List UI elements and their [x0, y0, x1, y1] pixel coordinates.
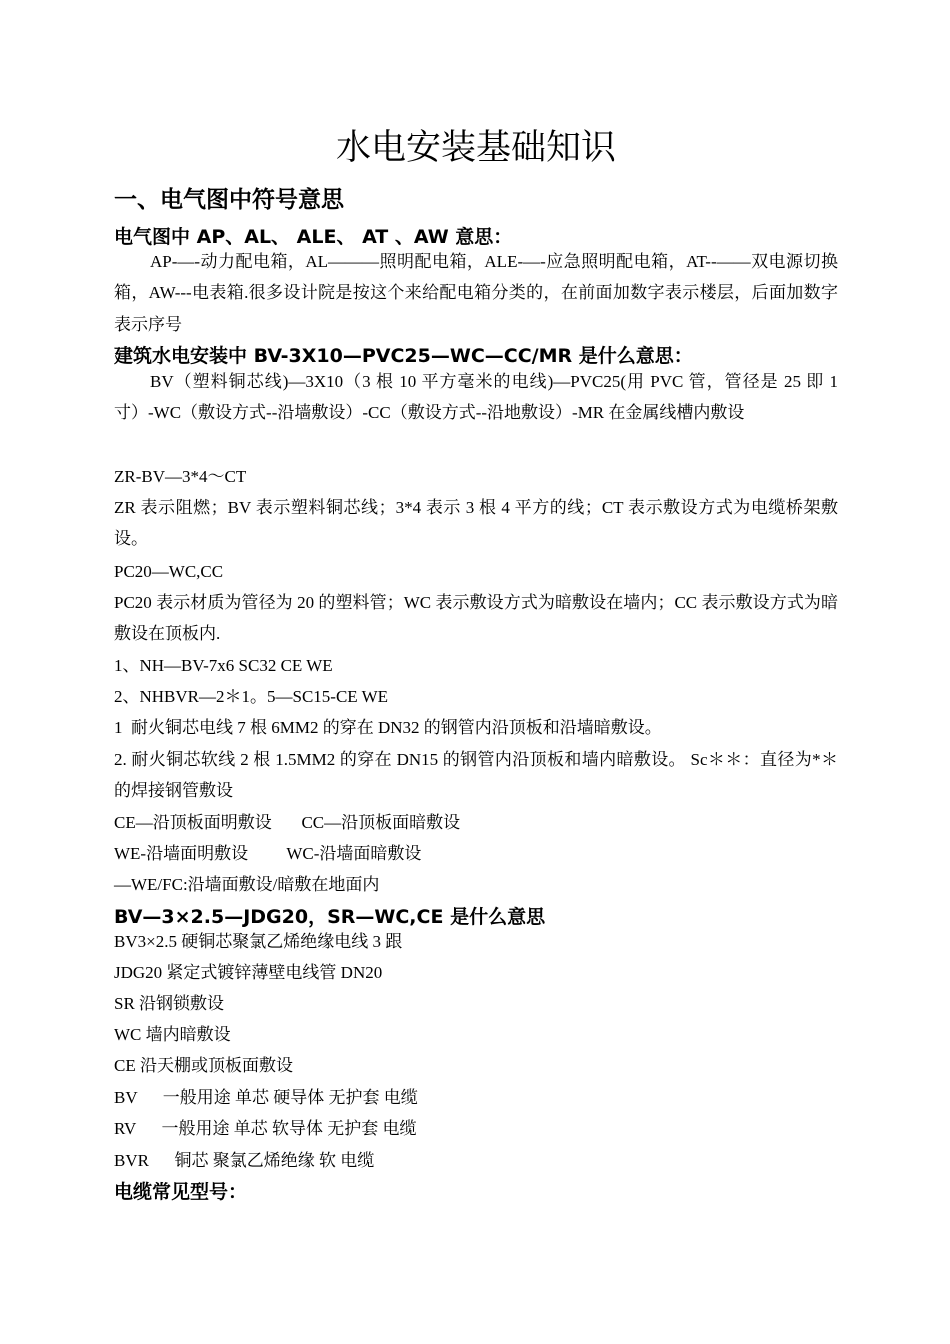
text-line: SR 沿钢锁敷设 — [114, 994, 225, 1013]
text-paragraph: 2. 耐火铜芯软线 2 根 1.5MM2 的穿在 DN15 的钢管内沿顶板和墙内暗敷设。 Sc＊＊：直径为*＊的焊接钢管敷设 — [114, 750, 838, 801]
question-heading-bv-jdg: BV—3×2.5—JDG20，SR—WC,CE 是什么意思 — [114, 906, 546, 928]
text-line: —WE/FC:沿墙面敷设/暗敷在地面内 — [114, 875, 380, 894]
text-paragraph: PC20 表示材质为管径为 20 的塑料管；WC 表示敷设方式为暗敷设在墙内；CC 表示敷设方式为暗敷设在顶板内. — [114, 593, 838, 644]
text-line: JDG20 紧定式镀锌薄壁电线管 DN20 — [114, 963, 383, 982]
page-title: 水电安装基础知识 — [335, 128, 616, 168]
paragraph-distribution-boxes: AP-—-动力配电箱，AL———照明配电箱，ALE-—-应急照明配电箱，AT--——双电源切换箱，AW---电表箱.很多设计院是按这个来给配电箱分类的，在前面加数字表示楼层，后面加数字表示序号 — [114, 252, 838, 334]
paragraph-bv-explanation: BV（塑料铜芯线)—3X10（3 根 10 平方毫米的电线)—PVC25(用 PVC 管，管径是 25 即 1 寸）-WC（敷设方式--沿墙敷设）-CC（敷设方式--沿地敷设）-MR 在金属线槽内敷设 — [114, 372, 838, 423]
text-line: 1 耐火铜芯电线 7 根 6MM2 的穿在 DN32 的钢管内沿顶板和沿墙暗敷设。 — [114, 718, 662, 737]
text-line: PC20—WC,CC — [114, 562, 224, 581]
question-heading-bv-pvc: 建筑水电安装中 BV-3X10—PVC25—WC—CC/MR 是什么意思： — [114, 345, 693, 367]
text-line: RV 一般用途 单芯 软导体 无护套 电缆 — [114, 1119, 417, 1138]
text-line: CE 沿天棚或顶板面敷设 — [114, 1056, 293, 1075]
question-heading-cable-models: 电缆常见型号： — [114, 1181, 248, 1203]
text-line: 1、NH—BV-7x6 SC32 CE WE — [114, 656, 333, 675]
text-line: WE-沿墙面明敷设 WC-沿墙面暗敷设 — [114, 844, 422, 863]
text-line: ZR-BV—3*4～CT — [114, 467, 247, 486]
text-line: BVR 铜芯 聚氯乙烯绝缘 软 电缆 — [114, 1151, 375, 1170]
text-paragraph: ZR 表示阻燃；BV 表示塑料铜芯线；3*4 表示 3 根 4 平方的线；CT 表示敷设方式为电缆桥架敷设。 — [114, 498, 838, 549]
text-line: WC 墙内暗敷设 — [114, 1025, 231, 1044]
text-line: 2、NHBVR—2＊1。5—SC15-CE WE — [114, 687, 389, 706]
question-heading-ap-al: 电气图中 AP、AL、 ALE、 AT 、AW 意思： — [114, 226, 513, 248]
text-line: CE—沿顶板面明敷设 CC—沿顶板面暗敷设 — [114, 813, 461, 832]
text-line: BV3×2.5 硬铜芯聚氯乙烯绝缘电线 3 跟 — [114, 932, 403, 951]
section-heading: 一、电气图中符号意思 — [114, 187, 344, 213]
text-line: BV 一般用途 单芯 硬导体 无护套 电缆 — [114, 1088, 418, 1107]
